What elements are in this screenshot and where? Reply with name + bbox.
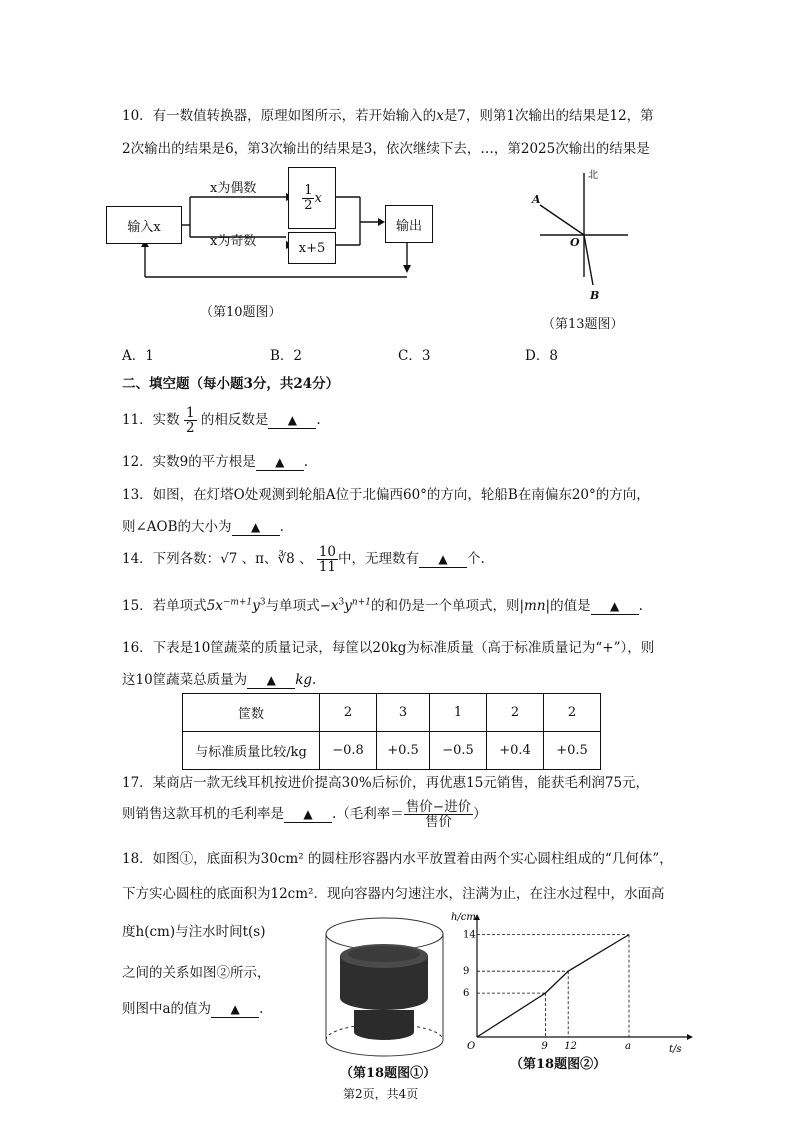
q18-line3: 度h(cm)与注水时间t(s) xyxy=(122,924,266,940)
q13-end: . xyxy=(279,519,284,535)
input-box: 输入x xyxy=(106,206,182,244)
q15-m2y: y xyxy=(344,598,352,614)
q10-line1: 10．有一数值转换器，原理如图所示，若开始输入的 xyxy=(122,108,437,124)
q18-line2: 下方实心圆柱的底面积为12cm²．现向容器内匀速注水，注满为止，在注水过程中，水面高 xyxy=(122,886,665,902)
option-a: A．1 xyxy=(122,348,154,364)
q11-den: 2 xyxy=(185,420,195,437)
answer-triangle: ▲ xyxy=(266,673,276,687)
q18-line4: 之间的关系如图②所示， xyxy=(122,965,271,981)
q15-pre: 15．若单项式 xyxy=(122,598,207,614)
x-tick-label: 9 xyxy=(541,1041,548,1052)
q16-line2 xyxy=(122,668,316,689)
q17-formula-pre: .（毛利率＝ xyxy=(332,806,404,823)
fig2-caption: （第18题图②） xyxy=(510,1057,607,1072)
q13-caption: （第13题图） xyxy=(542,317,624,332)
q13-compass-figure xyxy=(520,165,630,305)
q18-end: . xyxy=(259,1001,264,1017)
q10-line1b: 是7，则第1次输出的结果是12，第 xyxy=(443,108,654,124)
answer-triangle: ▲ xyxy=(250,520,261,534)
q15-m2exp: 3 xyxy=(338,597,345,608)
q17-line2 xyxy=(122,800,487,829)
output-box: 输出 xyxy=(385,205,433,243)
q15-mid: 与单项式 xyxy=(265,598,320,614)
q15-m2: −x xyxy=(319,598,339,614)
table-row xyxy=(183,732,601,770)
x-tick-label: 12 xyxy=(564,1041,577,1052)
table-cell: +0.5 xyxy=(544,732,601,770)
q10-line2: 2次输出的结果是6，第3次输出的结果是3，依次继续下去，…，第2025次输出的结果是 xyxy=(122,141,650,157)
q13-text: 则∠AOB的大小为 xyxy=(122,519,232,535)
x-tick-label: a xyxy=(625,1041,631,1052)
q12 xyxy=(122,450,308,471)
table-cell: 1 xyxy=(430,694,487,732)
water-level-series xyxy=(477,935,629,1037)
section2-title: 二、填空题（每小题3分，共24分） xyxy=(122,376,340,392)
q15-abs: |mn| xyxy=(519,598,551,614)
table-cell: 与标准质量比较/kg xyxy=(183,732,320,770)
point-b-label: B xyxy=(590,289,600,302)
y-tick-label: 14 xyxy=(463,929,476,941)
q18-line5 xyxy=(122,997,263,1018)
y-axis-label: h/cm xyxy=(451,912,476,923)
option-c: C．3 xyxy=(398,348,431,364)
q16-unit: kg. xyxy=(295,672,317,688)
q15-m1exp: −m+1 xyxy=(222,597,253,608)
q17-formula-den: 售价 xyxy=(424,814,452,831)
q15-m1y: y xyxy=(252,598,260,614)
q14-pre: 14．下列各数： xyxy=(122,551,221,568)
origin-label: O xyxy=(467,1041,476,1052)
y-tick-label: 9 xyxy=(463,966,470,978)
q11-post: 的相反数是 xyxy=(200,412,269,429)
q10-var-x: x xyxy=(436,108,444,124)
answer-triangle: ▲ xyxy=(275,455,285,469)
q11 xyxy=(122,406,321,435)
q15-m1: 5x xyxy=(206,598,223,614)
x-axis-label: t/s xyxy=(669,1044,682,1055)
q18-text: 则图中a的值为 xyxy=(122,1001,212,1017)
q10-caption: （第10题图） xyxy=(200,305,282,320)
q12-pre: 12．实数9的平方根是 xyxy=(122,454,256,470)
answer-triangle: ▲ xyxy=(287,413,297,428)
option-d: D．8 xyxy=(525,348,558,364)
half-x-box xyxy=(288,167,336,229)
q12-end: . xyxy=(303,454,309,470)
even-label: x为偶数 xyxy=(210,181,257,196)
table-cell: +0.4 xyxy=(487,732,544,770)
q17-formula-post: ） xyxy=(473,806,487,823)
half-num: 1 xyxy=(304,182,313,198)
table-cell: −0.8 xyxy=(320,732,377,770)
q11-end: . xyxy=(316,412,321,429)
q11-num: 1 xyxy=(185,405,195,421)
q14-end: 个. xyxy=(467,551,485,568)
q17-line1: 17．某商店一款无线耳机按进价提高30%后标价，再优惠15元销售，能获毛利润75元， xyxy=(122,775,650,791)
q14-num: 10 xyxy=(318,544,337,560)
point-o-label: O xyxy=(570,236,580,249)
q13-line1: 13．如图，在灯塔O处观测到轮船A位于北偏西60°的方向，轮船B在南偏东20°的方向， xyxy=(122,487,650,503)
q15-m2yexp: n+1 xyxy=(351,597,371,608)
q17-formula-num: 售价−进价 xyxy=(405,799,472,815)
y-tick-label: 6 xyxy=(463,988,470,1000)
half-var: x xyxy=(314,190,322,206)
q18-line1: 18．如图①，底面积为30cm² 的圆柱形容器内水平放置着由两个实心圆柱组成的“几何体”， xyxy=(122,851,673,867)
answer-triangle: ▲ xyxy=(438,552,448,567)
q11-pre: 11．实数 xyxy=(122,412,180,429)
q14 xyxy=(122,545,485,574)
table-cell: −0.5 xyxy=(430,732,487,770)
half-den: 2 xyxy=(304,197,313,213)
table-cell: 2 xyxy=(544,694,601,732)
answer-triangle: ▲ xyxy=(609,599,620,613)
table-row xyxy=(183,694,601,732)
q16-line1: 16．下表是10筐蔬菜的质量记录，每筐以20kg为标准质量（高于标准质量记为“+”），则 xyxy=(122,640,655,656)
q14-den: 11 xyxy=(318,559,337,576)
q15-end: . xyxy=(638,598,643,614)
q13-line2 xyxy=(122,515,284,536)
q15-m1yexp: 3 xyxy=(259,597,266,608)
plus5-box: x+5 xyxy=(288,232,336,264)
answer-triangle: ▲ xyxy=(230,1002,240,1016)
table-cell: 2 xyxy=(487,694,544,732)
q15-post: 的和仍是一个单项式，则 xyxy=(371,598,520,614)
q16-text: 这10筐蔬菜总质量为 xyxy=(122,672,248,688)
fig1-caption: （第18题图①） xyxy=(340,1066,437,1081)
odd-label: x为奇数 xyxy=(210,234,257,249)
answer-triangle: ▲ xyxy=(303,807,313,822)
q14-items: √7 、π、∛8 、 xyxy=(220,551,313,568)
table-cell: 3 xyxy=(377,694,430,732)
table-cell: 筐数 xyxy=(183,694,320,732)
point-a-label: A xyxy=(532,193,541,206)
option-b: B．2 xyxy=(270,348,303,364)
q17-text: 则销售这款耳机的毛利率是 xyxy=(122,806,284,823)
water-level-chart xyxy=(445,912,695,1055)
north-label: 北 xyxy=(588,170,598,181)
q16-table xyxy=(182,693,601,770)
page-footer: 第2页，共4页 xyxy=(343,1087,419,1101)
table-cell: +0.5 xyxy=(377,732,430,770)
cylinder-container-figure xyxy=(322,912,447,1062)
table-cell: 2 xyxy=(320,694,377,732)
q14-post: 中，无理数有 xyxy=(338,551,420,568)
q15-post2: 的值是 xyxy=(550,598,591,614)
q15 xyxy=(122,594,643,615)
